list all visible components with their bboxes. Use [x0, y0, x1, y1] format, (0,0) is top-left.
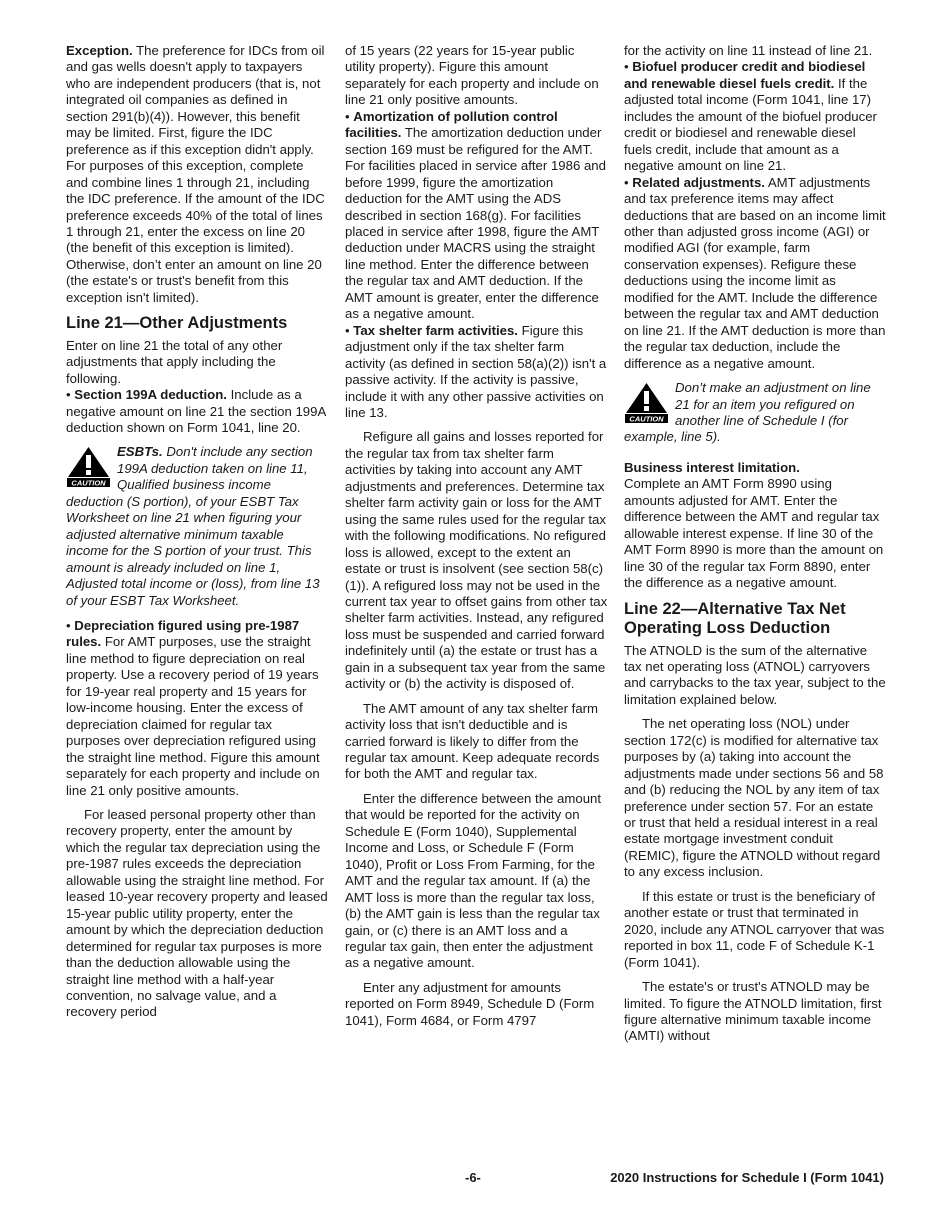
heading-line-22: Line 22—Alternative Tax Net Operating Loss Deduction [624, 599, 846, 637]
exception-title: Exception. [66, 43, 133, 58]
column-2 [345, 43, 608, 1037]
bullet-depreciation [66, 618, 328, 799]
atnold-paragraph: The ATNOLD is the sum of the alternative tax net operating loss (ATNOL) carryovers and carrybacks to the tax year, subject to the limitation explained below. [624, 642, 886, 707]
shelter-text: Figure this adjustment only if the tax shelter farm activity (as defined in section 58(a)(2)) isn't a passive activity. If the activity is passive, include it with any other passive activities on line 13. [345, 322, 607, 420]
bullet-dot: • [345, 108, 350, 124]
limited-paragraph: The estate's or trust's ATNOLD may be limited. To figure the ATNOLD limitation, first figure alternative minimum taxable income (AMTI) without [624, 979, 882, 1044]
related-text: AMT adjustments and tax preference items may affect deductions that are based on an income limit other than adjusted gross income (AGI) or modified AGI (for example, farm conservation expenses). Refigure these deductions using the income limit as modified for the AMT. Include the difference between the regular tax and AMT deduction on line 21. If the AMT deduction is more than the regular tax deduction, include the difference as a negative amount. [624, 174, 886, 371]
caution1-title: ESBTs. [117, 444, 163, 460]
amt-amount-paragraph: The AMT amount of any tax shelter farm activity loss that isn't deductible and is carried forward is likely to differ from the regular tax amount. Keep adequate records for both the AMT and regular tax. [345, 700, 600, 782]
biofuel-title: Biofuel producer credit and biodiesel and renewable diesel fuels credit. [624, 59, 866, 91]
caution-adjustment [624, 380, 886, 446]
bullet-related [624, 175, 886, 372]
leased-paragraph: For leased personal property other than recovery property, enter the amount by which the regular tax depreciation using the pre-1987 rules exceeds the depreciation allowable using the straight line method. For leased 10-year recovery property and leased 15-year public utility property, enter the amount by which the depreciation deduction determined for regular tax purposes is more than the deduction allowable using the straight line method with a half-year convention, no salvage value, and a recovery period [66, 806, 328, 1020]
caution-label: CAUTION [71, 478, 106, 488]
related-title: Related adjustments. [632, 174, 765, 190]
difference-paragraph: Enter the difference between the amount that would be reported for the activity on Schedule E (Form 1040), Supplemental Income and Loss, or Schedule F (Form 1040), Profit or Loss From Farming, for the AMT and the regular tax amount. If (a) the AMT loss is more than the regular tax loss, (b) the AMT gain is less than the regular tax gain, or (c) there is an AMT loss and a regular tax gain, then enter the adjustment as a negative amount. [345, 790, 602, 971]
exception-paragraph [66, 43, 328, 306]
business-interest-title: Business interest limitation. [624, 459, 800, 475]
beneficiary-paragraph: If this estate or trust is the beneficiary of another estate or trust that terminated in 2020, include any ATNOL carryover that was reported in box 11, code F of Schedule K-1 (Form 1041). [624, 888, 885, 970]
heading-line-21: Line 21—Other Adjustments [66, 314, 288, 333]
col3-continuation: for the activity on line 11 instead of line 21. [624, 43, 873, 58]
exception-text: The preference for IDCs from oil and gas wells doesn't apply to taxpayers who are independent producers (that is, not integrated oil companies as defined in section 291(b)(4)). However, this benefit may be limited. First, figure the IDC preference as if this exception didn't apply. For purposes of this exception, complete and combine lines 1 through 21, including the IDC preference. If the amount of the IDC preference exceeds 40% of the total of lines 1 through 21, enter the excess on line 20 (the benefit of this exception is limited). Otherwise, don’t enter an amount on line 20 (the estate's or trust's benefit from this exception isn't limited). [66, 43, 325, 305]
bullet-dot: • [66, 387, 71, 403]
bullet-biofuel [624, 59, 886, 174]
caution-label: CAUTION [629, 414, 664, 424]
bullet-section-199a [66, 387, 328, 436]
enter-any-paragraph: Enter any adjustment for amounts reported on Form 8949, Schedule D (Form 1041), Form 4684, or Form 4797 [345, 979, 595, 1028]
column-3 [624, 43, 886, 1053]
caution2-text: Don’t make an adjustment on line 21 for an item you refigured on another line of Schedule I (for example, line 5). [624, 380, 871, 445]
bullet-dot: • [624, 174, 629, 190]
bullet-dot: • [66, 618, 71, 633]
caution-icon [66, 446, 111, 487]
line21-intro: Enter on line 21 the total of any other adjustments that apply including the following. [66, 337, 283, 386]
sec199a-title: Section 199A deduction. [74, 387, 227, 403]
bullet-amortization [345, 109, 608, 323]
caution-icon [624, 382, 669, 423]
business-interest-text: Complete an AMT Form 8990 using amounts adjusted for AMT. Enter the difference between the AMT and regular tax allowable interest expense. If line 30 of the AMT Form 8990 is more than the amount on line 30 of the regular tax Form 8890, enter the difference as a negative amount. [624, 476, 884, 591]
footer-title: 2020 Instructions for Schedule I (Form 1041) [610, 1170, 884, 1185]
caution1-text: Don't include any section 199A deduction taken on line 11, Qualified business income deduction (S portion), of your ESBT Tax Worksheet on line 21 when figuring your adjusted alternative minimum taxable income for the S portion of your trust. This amount is already included on line 1, Adjusted total income or (loss), from line 13 of your ESBT Tax Worksheet. [66, 444, 320, 608]
bullet-dot: • [345, 322, 350, 338]
col2-continuation: of 15 years (22 years for 15-year public utility property). Figure this amount separately for each property and include on line 21 only positive amounts. [345, 43, 599, 108]
biofuel-text: If the adjusted total income (Form 1041, line 17) includes the amount of the biofuel producer credit or biodiesel and renewable diesel fuels credit, include that amount as a negative amount on line 21. [624, 75, 877, 174]
column-1 [66, 43, 328, 1029]
amort-title: Amortization of pollution control facilities. [345, 108, 558, 141]
depr-text: For AMT purposes, use the straight line method to figure depreciation on real property. Use a recovery period of 19 years for 19-year real property and 15 years for low-income housing. Enter the excess of depreciation claimed for regular tax purposes over depreciation refigured using the straight line method. Figure this amount separately for each property and include on line 21 only positive amounts. [66, 634, 320, 798]
caution-esbts [66, 444, 328, 609]
bullet-tax-shelter [345, 323, 608, 422]
bullet-dot: • [624, 59, 629, 75]
sec199a-text: Include as a negative amount on line 21 the section 199A deduction shown on Form 1041, line 20. [66, 387, 326, 436]
nol-paragraph: The net operating loss (NOL) under section 172(c) is modified for alternative tax purposes by (a) taking into account the adjustments made under sections 56 and 58 and (b) reducing the NOL by any item of tax preference under section 57. For an estate or trust that held a residual interest in a real estate mortgage investment conduit (REMIC), figure the ATNOLD without regard to any excess inclusion. [624, 716, 884, 880]
depr-title: Depreciation figured using pre-1987 rules. [66, 618, 300, 650]
amort-text: The amortization deduction under section 169 must be refigured for the AMT. For facilities placed in service after 1986 and before 1999, figure the amortization deduction for the AMT using the ADS described in section 168(g). For facilities placed in service after 1998, figure the AMT deduction under MACRS using the straight line method. Enter the difference between the regular tax and AMT deduction. If the AMT amount is greater, enter the difference as a negative amount. [345, 125, 606, 322]
shelter-title: Tax shelter farm activities. [353, 322, 518, 338]
refigure-paragraph: Refigure all gains and losses reported for the regular tax from tax shelter farm activities by taking into account any AMT adjustments and preferences. Determine tax shelter farm activity gain or loss for the AMT using the same rules used for the regular tax with the following modifications. No refigured loss is allowed, except to the extent an estate or trust is insolvent (see section 58(c)(1)). A refigured loss may not be used in the current tax year to offset gains from other tax shelter farm activities. Instead, any refigured loss must be suspended and carried forward indefinitely until (a) the estate or trust has a gain in a subsequent tax year from the same activity or (b) the activity is disposed of. [345, 429, 608, 692]
page-number: -6- [465, 1170, 481, 1185]
